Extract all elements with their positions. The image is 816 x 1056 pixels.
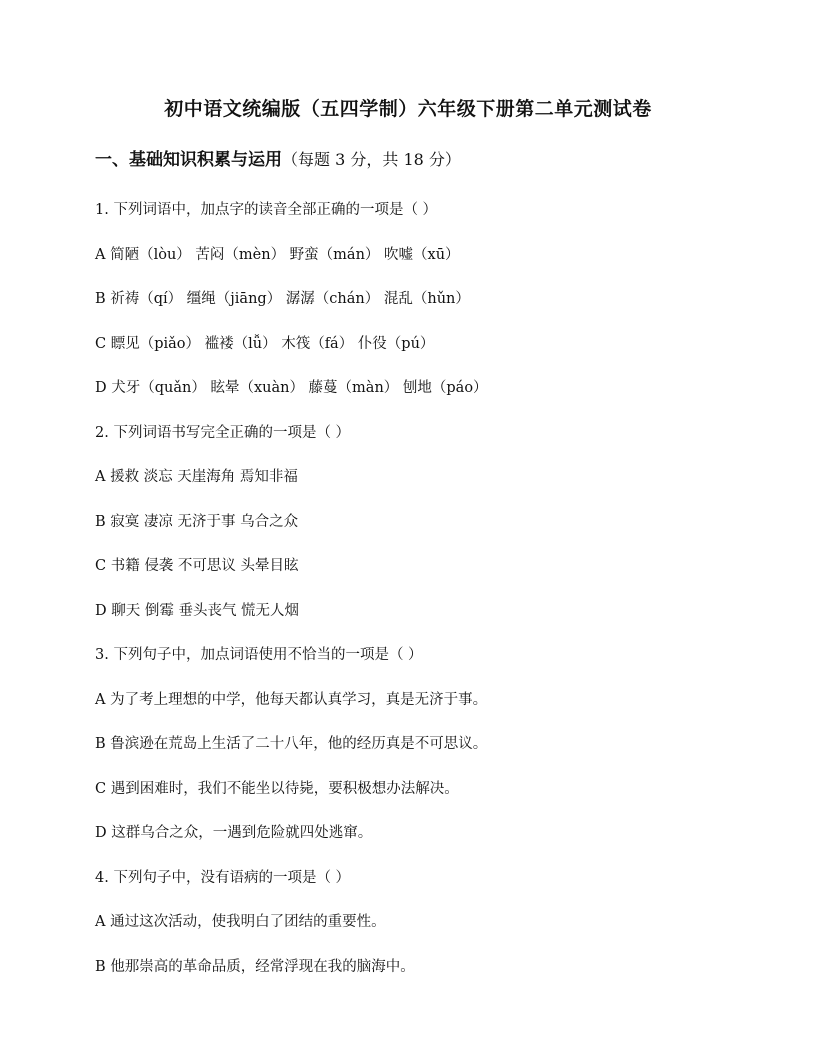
section-heading [95,146,461,174]
question-3-stem: 3. 下列句子中，加点词语使用不恰当的一项是（ ） [95,647,423,663]
question-4-stem: 4. 下列句子中，没有语病的一项是（ ） [95,869,351,886]
question-3-option-a: A 为了考上理想的中学，他每天都认真学习，真是无济于事。 [95,691,488,708]
section-heading-text: 一、基础知识积累与运用 [95,150,282,170]
question-3-option-c: C 遇到困难时，我们不能坐以待毙，要积极想办法解决。 [95,780,459,797]
question-1-option-d: D 犬牙（quǎn） 眩晕（xuàn） 藤蔓（màn） 刨地（páo） [95,380,488,396]
question-1-option-a: A 简陋（lòu） 苦闷（mèn） 野蛮（mán） 吹嘘（xū） [95,246,460,263]
question-2-option-a: A 援救 淡忘 天崖海角 焉知非福 [95,469,298,485]
question-list [95,197,775,998]
question-2-option-c: C 书籍 侵袭 不可思议 头晕目眩 [95,558,299,574]
document-title: 初中语文统编版（五四学制）六年级下册第二单元测试卷 [164,98,652,120]
section-score-note: （每题 3 分，共 18 分） [282,150,461,169]
question-4-option-b: B 他那崇高的革命品质，经常浮现在我的脑海中。 [95,958,415,975]
question-1-option-b: B 祈祷（qí） 缰绳（jiāng） 潺潺（chán） 混乱（hǔn） [95,291,470,307]
question-2-stem: 2. 下列词语书写完全正确的一项是（ ） [95,424,351,441]
question-3-option-d: D 这群乌合之众，一遇到危险就四处逃窜。 [95,825,373,841]
question-1-stem: 1. 下列词语中，加点字的读音全部正确的一项是（ ） [95,202,438,218]
question-4-option-a: A 通过这次活动，使我明白了团结的重要性。 [95,914,386,930]
question-1-option-c: C 瞟见（piǎo） 褴褛（lǚ） 木筏（fá） 仆役（pú） [95,335,435,352]
question-2-option-b: B 寂寞 凄凉 无济于事 乌合之众 [95,513,299,530]
question-3-option-b: B 鲁滨逊在荒岛上生活了二十八年，他的经历真是不可思议。 [95,736,488,752]
question-2-option-d: D 聊天 倒霉 垂头丧气 慌无人烟 [95,602,300,619]
